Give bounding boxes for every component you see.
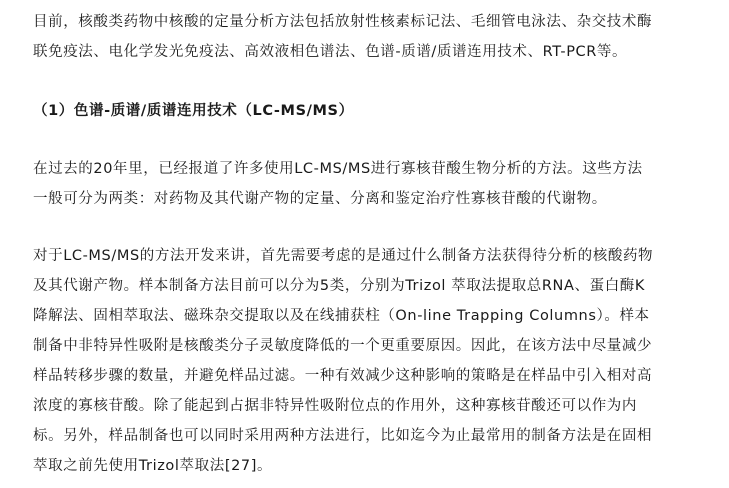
lcms-overview-paragraph — [33, 154, 643, 214]
paragraph-line: 联免疫法、电化学发光免疫法、高效液相色谱法、色谱-质谱/质谱连用技术、RT-PCR等。 — [33, 44, 628, 60]
paragraph-line: 对于LC-MS/MS的方法开发来讲，首先需要考虑的是通过什么制备方法获得待分析的核酸药物 — [33, 248, 654, 264]
section-heading: （1）色谱-质谱/质谱连用技术（LC-MS/MS） — [33, 103, 354, 119]
paragraph-line: 一般可分为两类：对药物及其代谢产物的定量、分离和鉴定治疗性寡核苷酸的代谢物。 — [33, 191, 607, 207]
paragraph-line: 萃取之前先使用Trizol萃取法[27]。 — [33, 458, 273, 474]
paragraph-line: 目前，核酸类药物中核酸的定量分析方法包括放射性核素标记法、毛细管电泳法、杂交技术酶 — [33, 14, 653, 30]
paragraph-line: 在过去的20年里，已经报道了许多使用LC-MS/MS进行寡核苷酸生物分析的方法。这些方法 — [33, 161, 643, 177]
paragraph-line: 标。另外，样品制备也可以同时采用两种方法进行，比如迄今为止最常用的制备方法是在固相 — [33, 428, 653, 444]
paragraph-line: 样品转移步骤的数量，并避免样品过滤。一种有效减少这种影响的策略是在样品中引入相对高 — [33, 368, 653, 384]
paragraph-line: 及其代谢产物。样本制备方法目前可以分为5类，分别为Trizol 萃取法提取总RNA、蛋白酶K — [33, 278, 646, 294]
sample-prep-paragraph — [33, 241, 653, 481]
intro-paragraph — [33, 7, 652, 67]
paragraph-line: 降解法、固相萃取法、磁珠杂交提取以及在线捕获柱（On-line Trapping Columns）。样本 — [33, 308, 650, 324]
paragraph-line: 浓度的寡核苷酸。除了能起到占据非特异性吸附位点的作用外，这种寡核苷酸还可以作为内 — [33, 398, 637, 414]
paragraph-line: 制备中非特异性吸附是核酸类分子灵敏度降低的一个更重要原因。因此，在该方法中尽量减少 — [33, 338, 653, 354]
